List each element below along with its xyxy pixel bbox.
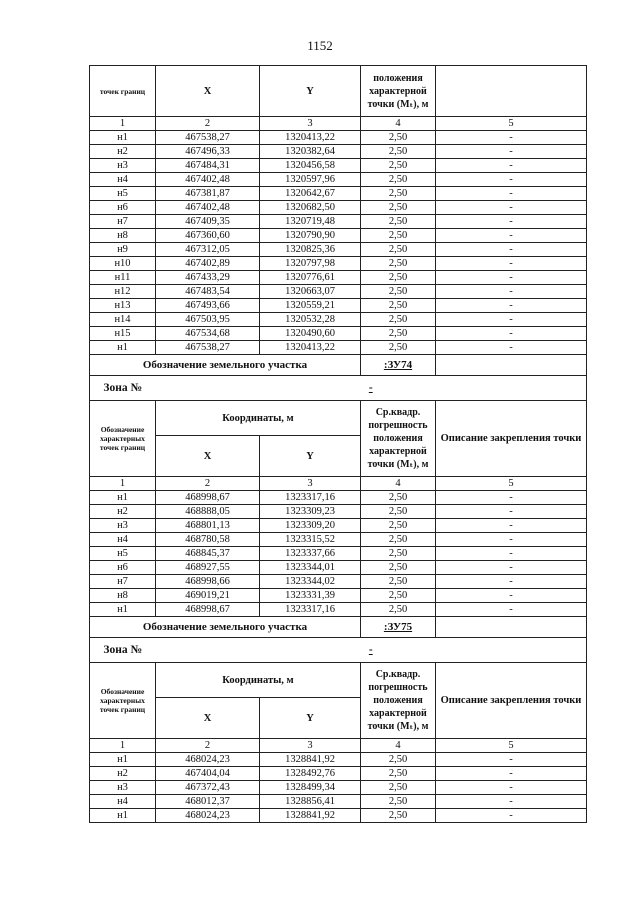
point-label-header: точек границ — [90, 66, 156, 117]
point-id: н5 — [90, 187, 156, 201]
x-value: 468024,23 — [156, 753, 260, 767]
table-row — [90, 809, 587, 823]
y-value: 1328492,76 — [260, 767, 361, 781]
table-row — [90, 519, 587, 533]
y-value: 1323344,01 — [260, 561, 361, 575]
x-value: 467493,66 — [156, 299, 260, 313]
point-id: н2 — [90, 767, 156, 781]
y-value: 1328499,34 — [260, 781, 361, 795]
point-id: н10 — [90, 257, 156, 271]
y-value: 1320413,22 — [260, 131, 361, 145]
fixing-desc: - — [436, 201, 587, 215]
x-value: 467433,29 — [156, 271, 260, 285]
y-value: 1328841,92 — [260, 809, 361, 823]
table-row — [90, 491, 587, 505]
zone-label: Зона № — [90, 638, 156, 663]
column-number-row — [90, 739, 587, 753]
x-value: 467360,60 — [156, 229, 260, 243]
column-number: 1 — [90, 117, 156, 131]
error-header: Ср.квадр. погрешность положения характерной точки (Mₜ), м — [361, 663, 436, 739]
error-value: 2,50 — [361, 795, 436, 809]
table-row — [90, 767, 587, 781]
column-number: 1 — [90, 477, 156, 491]
error-value: 2,50 — [361, 561, 436, 575]
y-value: 1320413,22 — [260, 341, 361, 355]
y-value: 1323344,02 — [260, 575, 361, 589]
fixing-desc: - — [436, 795, 587, 809]
y-value: 1323331,39 — [260, 589, 361, 603]
error-value: 2,50 — [361, 285, 436, 299]
x-value: 467312,05 — [156, 243, 260, 257]
table-row — [90, 299, 587, 313]
table-row — [90, 159, 587, 173]
x-value: 467538,27 — [156, 341, 260, 355]
point-id: н1 — [90, 341, 156, 355]
x-value: 467534,68 — [156, 327, 260, 341]
parcel-row — [90, 355, 587, 376]
y-value: 1320456,58 — [260, 159, 361, 173]
table-row — [90, 257, 587, 271]
x-value: 467372,43 — [156, 781, 260, 795]
fixing-desc: - — [436, 173, 587, 187]
point-id: н1 — [90, 809, 156, 823]
parcel-row — [90, 617, 587, 638]
x-value: 468998,66 — [156, 575, 260, 589]
error-value: 2,50 — [361, 145, 436, 159]
fixing-desc: - — [436, 215, 587, 229]
x-value: 467503,95 — [156, 313, 260, 327]
fixing-desc: - — [436, 243, 587, 257]
coordinates-table — [89, 65, 587, 823]
x-value: 468780,58 — [156, 533, 260, 547]
point-id: н11 — [90, 271, 156, 285]
y-value: 1320797,98 — [260, 257, 361, 271]
point-id: н14 — [90, 313, 156, 327]
x-value: 468998,67 — [156, 603, 260, 617]
table-row — [90, 243, 587, 257]
column-number: 2 — [156, 739, 260, 753]
x-value: 468845,37 — [156, 547, 260, 561]
y-header: Y — [260, 436, 361, 477]
parcel-id: :ЗУ74 — [361, 355, 436, 376]
error-value: 2,50 — [361, 589, 436, 603]
fixing-desc: - — [436, 285, 587, 299]
error-value: 2,50 — [361, 519, 436, 533]
column-number: 2 — [156, 477, 260, 491]
y-value: 1320790,90 — [260, 229, 361, 243]
error-header: положения характерной точки (Mₜ), м — [361, 66, 436, 117]
error-value: 2,50 — [361, 491, 436, 505]
point-id: н1 — [90, 753, 156, 767]
fixing-desc: - — [436, 533, 587, 547]
y-value: 1323309,23 — [260, 505, 361, 519]
y-value: 1323309,20 — [260, 519, 361, 533]
y-value: 1320719,48 — [260, 215, 361, 229]
x-value: 468012,37 — [156, 795, 260, 809]
point-id: н2 — [90, 145, 156, 159]
fixing-desc: - — [436, 491, 587, 505]
table-row — [90, 229, 587, 243]
y-value: 1320382,64 — [260, 145, 361, 159]
coords-header: Координаты, м — [156, 401, 361, 436]
parcel-label: Обозначение земельного участка — [90, 617, 361, 638]
table-row — [90, 187, 587, 201]
header-row — [90, 401, 587, 436]
point-id: н12 — [90, 285, 156, 299]
table-row — [90, 561, 587, 575]
header-row — [90, 663, 587, 698]
column-number-row — [90, 477, 587, 491]
x-value: 467402,89 — [156, 257, 260, 271]
point-label-header: Обозначение характерных точек границ — [90, 401, 156, 477]
x-header: X — [156, 66, 260, 117]
error-value: 2,50 — [361, 505, 436, 519]
column-number: 4 — [361, 477, 436, 491]
fixing-desc: - — [436, 575, 587, 589]
error-value: 2,50 — [361, 603, 436, 617]
zone-row — [90, 376, 587, 401]
y-value: 1323317,16 — [260, 491, 361, 505]
column-number: 3 — [260, 739, 361, 753]
y-value: 1323317,16 — [260, 603, 361, 617]
y-value: 1320532,28 — [260, 313, 361, 327]
point-label-header: Обозначение характерных точек границ — [90, 663, 156, 739]
fixing-desc: - — [436, 767, 587, 781]
x-value: 467483,54 — [156, 285, 260, 299]
fixing-desc: - — [436, 313, 587, 327]
error-value: 2,50 — [361, 243, 436, 257]
zone-value: - — [156, 376, 587, 401]
error-value: 2,50 — [361, 809, 436, 823]
point-id: н4 — [90, 173, 156, 187]
fixing-desc: - — [436, 547, 587, 561]
zone-value: - — [156, 638, 587, 663]
error-value: 2,50 — [361, 313, 436, 327]
point-id: н9 — [90, 243, 156, 257]
fixing-desc: - — [436, 809, 587, 823]
error-value: 2,50 — [361, 173, 436, 187]
table-row — [90, 145, 587, 159]
column-number: 4 — [361, 117, 436, 131]
y-header: Y — [260, 66, 361, 117]
y-value: 1320597,96 — [260, 173, 361, 187]
column-number: 4 — [361, 739, 436, 753]
table-row — [90, 795, 587, 809]
fixing-desc: - — [436, 145, 587, 159]
point-id: н1 — [90, 603, 156, 617]
error-value: 2,50 — [361, 131, 436, 145]
point-id: н3 — [90, 159, 156, 173]
y-value: 1320825,36 — [260, 243, 361, 257]
error-value: 2,50 — [361, 533, 436, 547]
zone-row — [90, 638, 587, 663]
table-row — [90, 341, 587, 355]
table-row — [90, 781, 587, 795]
x-value: 467404,04 — [156, 767, 260, 781]
parcel-id: :ЗУ75 — [361, 617, 436, 638]
fixing-desc: - — [436, 589, 587, 603]
y-value: 1328856,41 — [260, 795, 361, 809]
point-id: н2 — [90, 505, 156, 519]
error-value: 2,50 — [361, 299, 436, 313]
column-number: 5 — [436, 117, 587, 131]
error-value: 2,50 — [361, 229, 436, 243]
error-value: 2,50 — [361, 753, 436, 767]
table-row — [90, 271, 587, 285]
table-row — [90, 201, 587, 215]
error-value: 2,50 — [361, 187, 436, 201]
error-header: Ср.квадр. погрешность положения характерной точки (Mₜ), м — [361, 401, 436, 477]
table-row — [90, 327, 587, 341]
y-value: 1323315,52 — [260, 533, 361, 547]
fixing-desc: - — [436, 271, 587, 285]
table-row — [90, 589, 587, 603]
table-row — [90, 575, 587, 589]
fixing-desc: - — [436, 603, 587, 617]
point-id: н8 — [90, 229, 156, 243]
desc-header: Описание закрепления точки — [436, 663, 587, 739]
fixing-desc: - — [436, 781, 587, 795]
error-value: 2,50 — [361, 159, 436, 173]
x-value: 468998,67 — [156, 491, 260, 505]
table-row — [90, 547, 587, 561]
table-row — [90, 533, 587, 547]
point-id: н13 — [90, 299, 156, 313]
error-value: 2,50 — [361, 257, 436, 271]
table-row — [90, 173, 587, 187]
table-row — [90, 753, 587, 767]
point-id: н4 — [90, 533, 156, 547]
x-header: X — [156, 698, 260, 739]
fixing-desc: - — [436, 229, 587, 243]
point-id: н3 — [90, 781, 156, 795]
y-value: 1320682,50 — [260, 201, 361, 215]
y-value: 1320559,21 — [260, 299, 361, 313]
x-value: 469019,21 — [156, 589, 260, 603]
y-header: Y — [260, 698, 361, 739]
column-number-row — [90, 117, 587, 131]
point-id: н3 — [90, 519, 156, 533]
header-row-partial — [90, 66, 587, 117]
desc-header-empty — [436, 66, 587, 117]
x-value: 468927,55 — [156, 561, 260, 575]
column-number: 3 — [260, 117, 361, 131]
error-value: 2,50 — [361, 215, 436, 229]
column-number: 1 — [90, 739, 156, 753]
point-id: н5 — [90, 547, 156, 561]
x-value: 467538,27 — [156, 131, 260, 145]
y-value: 1323337,66 — [260, 547, 361, 561]
fixing-desc: - — [436, 131, 587, 145]
desc-header: Описание закрепления точки — [436, 401, 587, 477]
page-number: 1152 — [307, 38, 333, 53]
column-number: 3 — [260, 477, 361, 491]
y-value: 1328841,92 — [260, 753, 361, 767]
parcel-empty — [436, 617, 587, 638]
x-value: 467381,87 — [156, 187, 260, 201]
point-id: н15 — [90, 327, 156, 341]
y-value: 1320490,60 — [260, 327, 361, 341]
fixing-desc: - — [436, 299, 587, 313]
point-id: н7 — [90, 215, 156, 229]
fixing-desc: - — [436, 505, 587, 519]
fixing-desc: - — [436, 341, 587, 355]
fixing-desc: - — [436, 187, 587, 201]
point-id: н6 — [90, 201, 156, 215]
y-value: 1320776,61 — [260, 271, 361, 285]
fixing-desc: - — [436, 561, 587, 575]
x-value: 467402,48 — [156, 201, 260, 215]
coords-header: Координаты, м — [156, 663, 361, 698]
error-value: 2,50 — [361, 575, 436, 589]
error-value: 2,50 — [361, 327, 436, 341]
table-row — [90, 131, 587, 145]
error-value: 2,50 — [361, 271, 436, 285]
x-value: 467484,31 — [156, 159, 260, 173]
fixing-desc: - — [436, 327, 587, 341]
point-id: н6 — [90, 561, 156, 575]
point-id: н1 — [90, 491, 156, 505]
error-value: 2,50 — [361, 781, 436, 795]
error-value: 2,50 — [361, 201, 436, 215]
parcel-label: Обозначение земельного участка — [90, 355, 361, 376]
table-row — [90, 215, 587, 229]
y-value: 1320663,07 — [260, 285, 361, 299]
point-id: н1 — [90, 131, 156, 145]
x-header: X — [156, 436, 260, 477]
table-row — [90, 313, 587, 327]
table-row — [90, 505, 587, 519]
x-value: 467409,35 — [156, 215, 260, 229]
fixing-desc: - — [436, 753, 587, 767]
zone-label: Зона № — [90, 376, 156, 401]
point-id: н4 — [90, 795, 156, 809]
y-value: 1320642,67 — [260, 187, 361, 201]
table-row — [90, 285, 587, 299]
column-number: 2 — [156, 117, 260, 131]
point-id: н7 — [90, 575, 156, 589]
x-value: 468024,23 — [156, 809, 260, 823]
table-row — [90, 603, 587, 617]
fixing-desc: - — [436, 159, 587, 173]
x-value: 467496,33 — [156, 145, 260, 159]
column-number: 5 — [436, 477, 587, 491]
x-value: 468888,05 — [156, 505, 260, 519]
point-id: н8 — [90, 589, 156, 603]
column-number: 5 — [436, 739, 587, 753]
fixing-desc: - — [436, 257, 587, 271]
x-value: 467402,48 — [156, 173, 260, 187]
fixing-desc: - — [436, 519, 587, 533]
error-value: 2,50 — [361, 547, 436, 561]
error-value: 2,50 — [361, 341, 436, 355]
parcel-empty — [436, 355, 587, 376]
error-value: 2,50 — [361, 767, 436, 781]
x-value: 468801,13 — [156, 519, 260, 533]
